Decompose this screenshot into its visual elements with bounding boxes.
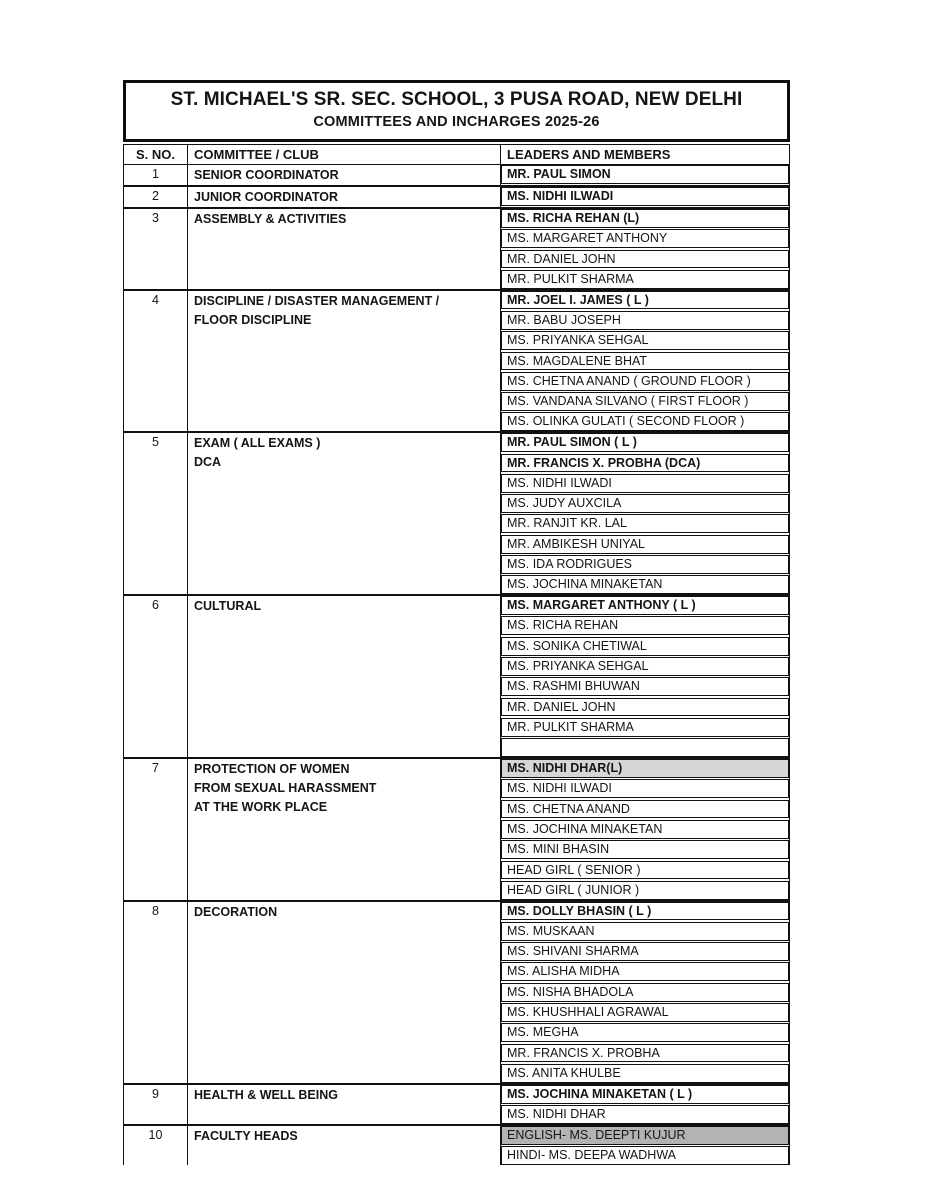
committee-name-line: FACULTY HEADS bbox=[194, 1128, 298, 1143]
committee-name-line: JUNIOR COORDINATOR bbox=[194, 190, 338, 204]
member-name: MS. SONIKA CHETIWAL bbox=[501, 637, 789, 656]
document-subtitle: COMMITTEES AND INCHARGES 2025-26 bbox=[313, 114, 600, 130]
member-name: MS. MUSKAAN bbox=[501, 922, 789, 941]
member-name: MR. PULKIT SHARMA bbox=[501, 718, 789, 737]
committee-row bbox=[124, 1085, 789, 1126]
committee-row bbox=[124, 902, 789, 1085]
members-list bbox=[501, 165, 789, 185]
committee-row bbox=[124, 165, 789, 187]
committee-name-line: SENIOR COORDINATOR bbox=[194, 168, 339, 182]
serial-number: 4 bbox=[124, 291, 188, 432]
committee-name bbox=[188, 291, 501, 432]
member-name: MS. NISHA BHADOLA bbox=[501, 983, 789, 1002]
committee-row bbox=[124, 1126, 789, 1165]
member-name: MR. FRANCIS X. PROBHA bbox=[501, 1044, 789, 1063]
member-name: MR. AMBIKESH UNIYAL bbox=[501, 535, 789, 554]
member-name: MS. KHUSHHALI AGRAWAL bbox=[501, 1003, 789, 1022]
member-name: HINDI- MS. DEEPA WADHWA bbox=[501, 1146, 789, 1165]
committee-name bbox=[188, 1085, 501, 1124]
members-list bbox=[501, 433, 789, 594]
committee-row bbox=[124, 291, 789, 434]
member-name: MS. JOCHINA MINAKETAN bbox=[501, 820, 789, 839]
serial-number: 9 bbox=[124, 1085, 188, 1124]
member-name: MS. OLINKA GULATI ( SECOND FLOOR ) bbox=[501, 412, 789, 431]
members-list bbox=[501, 759, 789, 900]
committee-name-line: AT THE WORK PLACE bbox=[194, 800, 328, 815]
members-list bbox=[501, 596, 789, 757]
member-name: MS. ALISHA MIDHA bbox=[501, 962, 789, 981]
member-name: MS. IDA RODRIGUES bbox=[501, 555, 789, 574]
members-list bbox=[501, 902, 789, 1083]
serial-number: 2 bbox=[124, 187, 188, 207]
table-body bbox=[124, 165, 789, 1165]
leader-name: MR. JOEL I. JAMES ( L ) bbox=[501, 291, 789, 310]
members-list bbox=[501, 187, 789, 207]
member-name: MS. PRIYANKA SEHGAL bbox=[501, 657, 789, 676]
leader-name: MR. PAUL SIMON bbox=[501, 165, 789, 184]
member-name: MS. JUDY AUXCILA bbox=[501, 494, 789, 513]
committee-name-line: EXAM ( ALL EXAMS ) bbox=[194, 436, 321, 451]
committee-name-line: DCA bbox=[194, 455, 222, 470]
members-list bbox=[501, 291, 789, 432]
committee-name bbox=[188, 433, 501, 594]
title-box bbox=[123, 80, 790, 142]
member-name: MS. JOCHINA MINAKETAN bbox=[501, 575, 789, 594]
school-title: ST. MICHAEL'S SR. SEC. SCHOOL, 3 PUSA ROAD, NEW DELHI bbox=[170, 89, 743, 110]
committee-name-line: CULTURAL bbox=[194, 599, 262, 614]
member-name: MS. RASHMI BHUWAN bbox=[501, 677, 789, 696]
member-name: MR. DANIEL JOHN bbox=[501, 698, 789, 717]
members-list bbox=[501, 1126, 789, 1165]
leader-name: MS. NIDHI ILWADI bbox=[501, 187, 789, 206]
committee-name-line: PROTECTION OF WOMEN bbox=[194, 762, 350, 777]
committee-name-line: HEALTH & WELL BEING bbox=[194, 1087, 338, 1102]
serial-number: 5 bbox=[124, 433, 188, 594]
member-name bbox=[501, 738, 789, 757]
member-name: MR. BABU JOSEPH bbox=[501, 311, 789, 330]
member-name: MS. MAGDALENE BHAT bbox=[501, 352, 789, 371]
serial-number: 6 bbox=[124, 596, 188, 757]
table-header-row bbox=[124, 145, 789, 165]
header-leaders-members: LEADERS AND MEMBERS bbox=[507, 147, 671, 162]
members-list bbox=[501, 1085, 789, 1124]
member-name: MS. MEGHA bbox=[501, 1023, 789, 1042]
member-name: MS. ANITA KHULBE bbox=[501, 1064, 789, 1083]
leader-name: MS. DOLLY BHASIN ( L ) bbox=[501, 902, 789, 921]
committee-row bbox=[124, 187, 789, 209]
serial-number: 3 bbox=[124, 209, 188, 289]
committee-name bbox=[188, 1126, 501, 1165]
leader-name: MS. RICHA REHAN (L) bbox=[501, 209, 789, 228]
committee-name-line: DECORATION bbox=[194, 904, 278, 919]
member-name: MR. RANJIT KR. LAL bbox=[501, 514, 789, 533]
member-name: MS. VANDANA SILVANO ( FIRST FLOOR ) bbox=[501, 392, 789, 411]
member-name: ENGLISH- MS. DEEPTI KUJUR bbox=[501, 1126, 789, 1145]
header-committee-club: COMMITTEE / CLUB bbox=[188, 145, 501, 164]
committee-name-line: FROM SEXUAL HARASSMENT bbox=[194, 781, 377, 796]
committee-row bbox=[124, 759, 789, 902]
member-name: MS. MINI BHASIN bbox=[501, 840, 789, 859]
member-name: MS. CHETNA ANAND ( GROUND FLOOR ) bbox=[501, 372, 789, 391]
document bbox=[123, 80, 790, 1165]
committee-row bbox=[124, 209, 789, 291]
committee-row bbox=[124, 596, 789, 759]
serial-number: 7 bbox=[124, 759, 188, 900]
committee-name-line: FLOOR DISCIPLINE bbox=[194, 312, 312, 327]
serial-number: 10 bbox=[124, 1126, 188, 1165]
member-name: MR. PULKIT SHARMA bbox=[501, 270, 789, 289]
member-name: HEAD GIRL ( JUNIOR ) bbox=[501, 881, 789, 900]
committee-name bbox=[188, 596, 501, 757]
member-name: MS. CHETNA ANAND bbox=[501, 800, 789, 819]
member-name: MS. NIDHI DHAR bbox=[501, 1105, 789, 1124]
committee-name-line: DISCIPLINE / DISASTER MANAGEMENT / bbox=[194, 293, 440, 308]
member-name: MS. PRIYANKA SEHGAL bbox=[501, 331, 789, 350]
committee-name-line: ASSEMBLY & ACTIVITIES bbox=[194, 212, 347, 226]
member-name: MS. SHIVANI SHARMA bbox=[501, 942, 789, 961]
committee-name bbox=[188, 165, 501, 185]
member-name: MS. MARGARET ANTHONY bbox=[501, 229, 789, 248]
member-name: HEAD GIRL ( SENIOR ) bbox=[501, 861, 789, 880]
member-name: MS. RICHA REHAN bbox=[501, 616, 789, 635]
members-list bbox=[501, 209, 789, 289]
serial-number: 1 bbox=[124, 165, 188, 185]
committees-table bbox=[123, 144, 790, 1165]
leader-name: MR. FRANCIS X. PROBHA (DCA) bbox=[501, 454, 789, 473]
leader-name: MS. MARGARET ANTHONY ( L ) bbox=[501, 596, 789, 615]
member-name: MS. NIDHI ILWADI bbox=[501, 474, 789, 493]
member-name: MR. DANIEL JOHN bbox=[501, 250, 789, 269]
leader-name: MR. PAUL SIMON ( L ) bbox=[501, 433, 789, 452]
member-name: MS. NIDHI ILWADI bbox=[501, 779, 789, 798]
committee-name bbox=[188, 209, 501, 289]
committee-name bbox=[188, 902, 501, 1083]
serial-number: 8 bbox=[124, 902, 188, 1083]
header-serial-number: S. NO. bbox=[124, 145, 188, 164]
committee-row bbox=[124, 433, 789, 596]
leader-name: MS. JOCHINA MINAKETAN ( L ) bbox=[501, 1085, 789, 1104]
committee-name bbox=[188, 187, 501, 207]
committee-name bbox=[188, 759, 501, 900]
leader-name: MS. NIDHI DHAR(L) bbox=[501, 759, 789, 778]
